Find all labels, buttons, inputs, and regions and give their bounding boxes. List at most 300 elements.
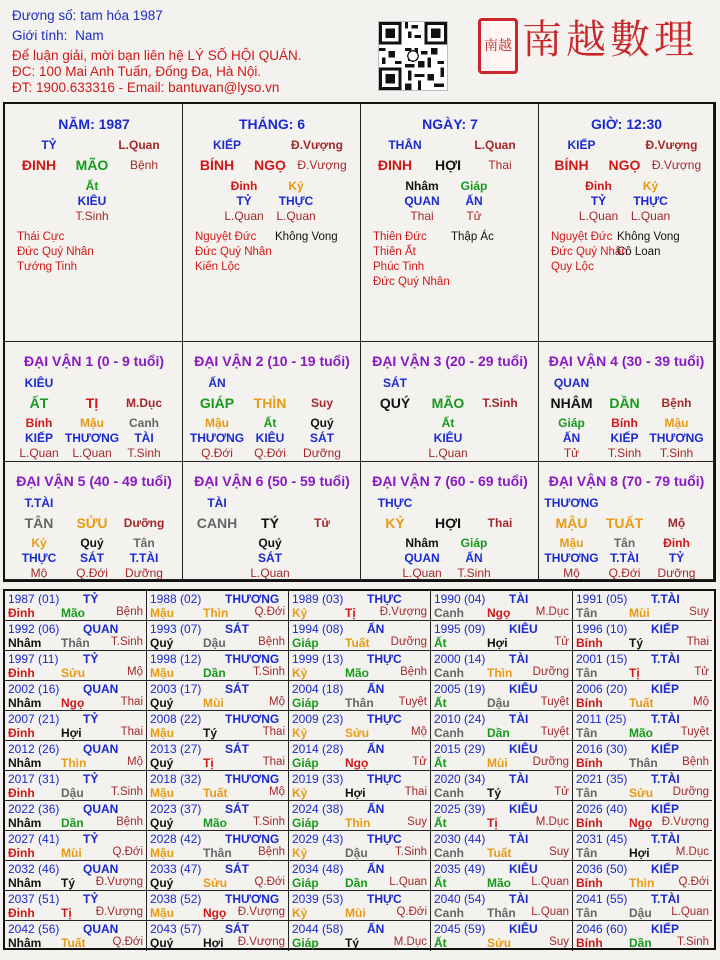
year-cell[interactable] bbox=[573, 741, 712, 771]
year-stem: Mậu bbox=[150, 906, 174, 920]
year-cell[interactable] bbox=[289, 861, 431, 891]
year-cell[interactable] bbox=[431, 681, 573, 711]
year-god: TỶ bbox=[83, 832, 99, 846]
year-cell[interactable] bbox=[147, 891, 289, 921]
hidden-stem: Nhâm bbox=[405, 536, 439, 550]
year-star: Đ.Vượng bbox=[237, 936, 285, 948]
year-cell[interactable] bbox=[431, 741, 573, 771]
year-cell[interactable] bbox=[5, 651, 147, 681]
year-label: 2019 (33) bbox=[292, 772, 344, 786]
year-branch: Dậu bbox=[61, 786, 84, 800]
year-cell[interactable] bbox=[573, 921, 712, 951]
year-god: QUAN bbox=[83, 622, 119, 636]
year-cell[interactable] bbox=[431, 651, 573, 681]
year-cell[interactable] bbox=[5, 711, 147, 741]
year-stem: Đinh bbox=[8, 786, 35, 800]
year-branch: Mùi bbox=[629, 606, 650, 620]
year-stem: Kỷ bbox=[292, 906, 308, 920]
hidden-god: THƯƠNG bbox=[649, 431, 704, 445]
year-branch: Thân bbox=[487, 906, 516, 920]
hidden-god: KIẾP bbox=[610, 431, 639, 445]
year-cell[interactable] bbox=[573, 801, 712, 831]
pillar-cell-2 bbox=[361, 104, 539, 342]
hidden-god: THỰC bbox=[278, 194, 314, 208]
dai-van-god: QUAN bbox=[553, 376, 590, 390]
dai-van-god: KIÊU bbox=[24, 376, 54, 390]
year-branch: Sửu bbox=[61, 666, 86, 680]
year-stem: Canh bbox=[434, 726, 464, 740]
year-star: Mộ bbox=[269, 786, 285, 798]
pillar-note: Thiên Ất bbox=[373, 246, 416, 258]
year-star: Suy bbox=[549, 846, 569, 858]
year-stem: Quý bbox=[150, 636, 174, 650]
year-cell[interactable] bbox=[431, 831, 573, 861]
hidden-stem: Tân bbox=[133, 536, 155, 550]
year-branch: Dậu bbox=[203, 636, 226, 650]
subject-line: Đương số: tam hóa 1987 bbox=[12, 8, 163, 23]
year-branch: Mão bbox=[61, 606, 85, 620]
year-stem: Tân bbox=[576, 606, 598, 620]
year-branch: Tý bbox=[345, 936, 360, 950]
hidden-god: SÁT bbox=[258, 551, 282, 565]
dai-van-stem: GIÁP bbox=[199, 395, 235, 411]
year-branch: Ngọ bbox=[345, 756, 369, 770]
year-cell[interactable] bbox=[147, 681, 289, 711]
pillar-note: Nguyệt Đức bbox=[195, 231, 257, 243]
year-label: 2020 (34) bbox=[434, 772, 486, 786]
year-stem: Đinh bbox=[8, 606, 35, 620]
year-cell[interactable] bbox=[147, 921, 289, 951]
year-cell[interactable] bbox=[573, 891, 712, 921]
year-label: 2010 (24) bbox=[434, 712, 486, 726]
year-stem: Canh bbox=[434, 906, 464, 920]
year-label: 1992 (06) bbox=[8, 622, 60, 636]
dai-van-cell-7[interactable] bbox=[361, 462, 539, 580]
year-label: 2018 (32) bbox=[150, 772, 202, 786]
year-stem: Giáp bbox=[292, 936, 319, 950]
pillar-note: Đức Quý Nhân bbox=[551, 246, 628, 258]
year-god: THƯƠNG bbox=[225, 832, 280, 846]
year-god: T.TÀI bbox=[651, 652, 680, 666]
year-cell[interactable] bbox=[289, 591, 431, 621]
year-star: Tử bbox=[554, 786, 569, 798]
year-stem: Đinh bbox=[8, 726, 35, 740]
dai-van-branch: TUẤT bbox=[605, 515, 644, 531]
year-star: Q.Đới bbox=[254, 606, 285, 618]
year-god: THỰC bbox=[367, 652, 402, 666]
year-cell[interactable] bbox=[431, 921, 573, 951]
year-stem: Bính bbox=[576, 936, 603, 950]
year-god: THƯƠNG bbox=[225, 592, 280, 606]
year-star: Dưỡng bbox=[532, 756, 569, 768]
year-god: THỰC bbox=[367, 592, 402, 606]
year-branch: Thân bbox=[203, 846, 232, 860]
year-cell[interactable] bbox=[5, 921, 147, 951]
year-stem: Ất bbox=[434, 876, 447, 890]
year-cell[interactable] bbox=[5, 861, 147, 891]
year-god: THỰC bbox=[367, 772, 402, 786]
year-god: SÁT bbox=[225, 802, 249, 816]
year-star: Tuyệt bbox=[540, 726, 569, 738]
pillar-stem: BÍNH bbox=[554, 157, 589, 173]
year-cell[interactable] bbox=[147, 741, 289, 771]
hidden-star: L.Quan bbox=[428, 446, 468, 460]
year-label: 1999 (13) bbox=[292, 652, 344, 666]
year-star: Q.Đới bbox=[678, 876, 709, 888]
year-god: KIẾP bbox=[651, 622, 680, 636]
year-cell[interactable] bbox=[5, 801, 147, 831]
year-god: THƯƠNG bbox=[225, 712, 280, 726]
dai-van-cell-8[interactable] bbox=[539, 462, 714, 580]
pillar-note: Kiến Lộc bbox=[195, 261, 240, 273]
hidden-stem: Giáp bbox=[460, 179, 488, 193]
year-label: 2028 (42) bbox=[150, 832, 202, 846]
year-cell[interactable] bbox=[147, 831, 289, 861]
year-stem: Kỷ bbox=[292, 846, 308, 860]
hidden-stem: Giáp bbox=[460, 536, 488, 550]
pillar-title: GIỜ: 12:30 bbox=[590, 116, 663, 132]
year-cell[interactable] bbox=[5, 681, 147, 711]
year-label: 1995 (09) bbox=[434, 622, 486, 636]
year-star: T.Sinh bbox=[253, 816, 285, 828]
year-branch: Dần bbox=[61, 816, 84, 830]
year-stem: Nhâm bbox=[8, 816, 42, 830]
year-label: 2031 (45) bbox=[576, 832, 628, 846]
year-branch: Thìn bbox=[345, 816, 371, 830]
year-cell[interactable] bbox=[289, 741, 431, 771]
year-branch: Thìn bbox=[629, 876, 655, 890]
pillar-branch-star: Đ.Vượng bbox=[651, 158, 702, 172]
year-stem: Giáp bbox=[292, 816, 319, 830]
year-label: 1990 (04) bbox=[434, 592, 486, 606]
year-cell[interactable] bbox=[573, 651, 712, 681]
year-god: KIẾP bbox=[651, 742, 680, 756]
hidden-stem: Đinh bbox=[585, 179, 612, 193]
year-label: 2007 (21) bbox=[8, 712, 60, 726]
dai-van-cell-2[interactable] bbox=[183, 342, 361, 462]
year-branch: Hợi bbox=[61, 726, 82, 740]
year-star: L.Quan bbox=[531, 876, 569, 888]
year-god: KIÊU bbox=[509, 922, 538, 936]
year-star: Đ.Vượng bbox=[237, 906, 285, 918]
year-stem: Nhâm bbox=[8, 696, 42, 710]
year-label: 2016 (30) bbox=[576, 742, 628, 756]
year-cell[interactable] bbox=[147, 771, 289, 801]
year-stem: Ất bbox=[434, 816, 447, 830]
hidden-god: ẤN bbox=[465, 194, 483, 208]
year-cell[interactable] bbox=[289, 621, 431, 651]
year-stem: Tân bbox=[576, 726, 598, 740]
hidden-stem: Ất bbox=[263, 416, 277, 430]
year-star: M.Dục bbox=[393, 936, 427, 948]
year-cell[interactable] bbox=[431, 891, 573, 921]
dai-van-cell-5[interactable] bbox=[5, 462, 183, 580]
pillar-god: TỶ bbox=[41, 138, 57, 152]
hidden-god: TÀI bbox=[134, 431, 154, 445]
year-branch: Hợi bbox=[487, 636, 508, 650]
year-cell[interactable] bbox=[431, 861, 573, 891]
year-branch: Tuất bbox=[487, 846, 512, 860]
year-cell[interactable] bbox=[289, 891, 431, 921]
hidden-star: T.Sinh bbox=[75, 209, 109, 223]
contact-line: Để luận giải, mời bạn liên hệ LÝ SỐ HỘI QUÁN. bbox=[12, 48, 302, 63]
year-god: TỶ bbox=[83, 772, 99, 786]
year-cell[interactable] bbox=[5, 771, 147, 801]
year-god: QUAN bbox=[83, 742, 119, 756]
dai-van-cell-3[interactable] bbox=[361, 342, 539, 462]
hidden-god: KIÊU bbox=[77, 194, 107, 208]
year-star: Dưỡng bbox=[672, 786, 709, 798]
dai-van-god: ẤN bbox=[208, 376, 226, 390]
year-cell[interactable] bbox=[573, 711, 712, 741]
year-cell[interactable] bbox=[289, 921, 431, 951]
year-cell[interactable] bbox=[289, 771, 431, 801]
year-cell[interactable] bbox=[431, 711, 573, 741]
hidden-stem: Ất bbox=[441, 416, 455, 430]
year-cell[interactable] bbox=[5, 831, 147, 861]
dai-van-stem: NHÂM bbox=[550, 395, 593, 411]
year-label: 2021 (35) bbox=[576, 772, 628, 786]
address-line: ĐC: 100 Mai Anh Tuấn, Đống Đa, Hà Nội. bbox=[12, 64, 262, 79]
dai-van-title: ĐẠI VẬN 6 (50 - 59 tuổi) bbox=[194, 473, 350, 489]
hidden-star: L.Quan bbox=[578, 209, 619, 223]
year-god: QUAN bbox=[83, 802, 119, 816]
year-stem: Kỷ bbox=[292, 606, 308, 620]
year-branch: Mùi bbox=[203, 696, 224, 710]
year-god: KIÊU bbox=[509, 622, 538, 636]
year-god: TÀI bbox=[509, 892, 529, 906]
year-label: 2045 (59) bbox=[434, 922, 486, 936]
pillar-branch-star: Bệnh bbox=[129, 158, 159, 172]
hidden-god: TỶ bbox=[590, 194, 607, 208]
year-cell[interactable] bbox=[431, 621, 573, 651]
pillar-branch: HỢI bbox=[435, 157, 461, 173]
hidden-stem: Kỷ bbox=[642, 179, 659, 193]
pillar-stem: ĐINH bbox=[377, 157, 413, 173]
hidden-stem: Mậu bbox=[664, 416, 689, 430]
year-cell[interactable] bbox=[431, 771, 573, 801]
year-cell[interactable] bbox=[573, 681, 712, 711]
year-star: L.Quan bbox=[671, 906, 709, 918]
hidden-star: T.Sinh bbox=[607, 446, 642, 460]
year-star: Mộ bbox=[127, 666, 143, 678]
year-cell[interactable] bbox=[573, 861, 712, 891]
hidden-star: Q.Đới bbox=[201, 446, 233, 460]
year-god: ẤN bbox=[367, 742, 385, 756]
year-stem: Bính bbox=[576, 816, 603, 830]
year-branch: Mùi bbox=[345, 906, 366, 920]
hidden-stem: Nhâm bbox=[405, 179, 439, 193]
year-star: T.Sinh bbox=[395, 846, 427, 858]
year-god: QUAN bbox=[83, 862, 119, 876]
phone-email-line[interactable]: ĐT: 1900.633316 - Email: bantuvan@lyso.vn bbox=[12, 80, 280, 95]
year-stem: Tân bbox=[576, 906, 598, 920]
year-branch: Hợi bbox=[345, 786, 366, 800]
year-star: Thai bbox=[404, 786, 427, 798]
year-cell[interactable] bbox=[5, 621, 147, 651]
year-cell[interactable] bbox=[573, 591, 712, 621]
dai-van-god: T.TÀI bbox=[24, 496, 54, 510]
year-label: 2035 (49) bbox=[434, 862, 486, 876]
year-god: KIÊU bbox=[509, 802, 538, 816]
dai-van-stem: TÂN bbox=[24, 515, 54, 531]
year-star: Bệnh bbox=[682, 756, 709, 768]
year-stem: Tân bbox=[576, 666, 598, 680]
year-star: Đ.Vượng bbox=[95, 906, 143, 918]
pillar-note: Đức Quý Nhân bbox=[195, 246, 272, 258]
hidden-god: T.TÀI bbox=[129, 551, 159, 565]
year-cell[interactable] bbox=[573, 771, 712, 801]
year-cell[interactable] bbox=[289, 651, 431, 681]
year-label: 2032 (46) bbox=[8, 862, 60, 876]
year-branch: Mão bbox=[203, 816, 227, 830]
pillar-god: KIẾP bbox=[567, 138, 596, 152]
year-stem: Bính bbox=[576, 696, 603, 710]
year-branch: Tý bbox=[61, 876, 76, 890]
year-branch: Tuất bbox=[629, 696, 654, 710]
dai-van-cell-1[interactable] bbox=[5, 342, 183, 462]
year-stem: Mậu bbox=[150, 846, 174, 860]
dai-van-cell-6[interactable] bbox=[183, 462, 361, 580]
year-stem: Ất bbox=[434, 936, 447, 950]
hidden-star: Tử bbox=[466, 209, 482, 223]
year-star: Thai bbox=[262, 756, 285, 768]
year-branch: Tuất bbox=[61, 936, 86, 950]
hidden-star: L.Quan bbox=[630, 209, 671, 223]
year-cell[interactable] bbox=[147, 711, 289, 741]
year-cell[interactable] bbox=[5, 591, 147, 621]
year-stem: Mậu bbox=[150, 666, 174, 680]
year-star: Mộ bbox=[411, 726, 427, 738]
year-god: TÀI bbox=[509, 772, 529, 786]
year-label: 2038 (52) bbox=[150, 892, 202, 906]
hidden-god: QUAN bbox=[404, 194, 440, 208]
year-star: Q.Đới bbox=[396, 906, 427, 918]
year-star: L.Quan bbox=[389, 876, 427, 888]
year-cell[interactable] bbox=[147, 621, 289, 651]
dai-van-branch: MÃO bbox=[431, 395, 465, 411]
year-god: TỶ bbox=[83, 712, 99, 726]
year-cell[interactable] bbox=[289, 831, 431, 861]
year-cell[interactable] bbox=[147, 801, 289, 831]
brand-seal: 南越 bbox=[478, 18, 518, 74]
year-cell[interactable] bbox=[147, 651, 289, 681]
year-stem: Mậu bbox=[150, 726, 174, 740]
year-cell[interactable] bbox=[147, 591, 289, 621]
year-label: 1993 (07) bbox=[150, 622, 202, 636]
year-god: ẤN bbox=[367, 922, 385, 936]
year-cell[interactable] bbox=[573, 831, 712, 861]
year-stem: Nhâm bbox=[8, 936, 42, 950]
hidden-god: KIÊU bbox=[433, 431, 463, 445]
hidden-star: Q.Đới bbox=[608, 566, 641, 580]
year-cell[interactable] bbox=[289, 681, 431, 711]
hidden-star: L.Quan bbox=[250, 566, 290, 580]
year-branch: Dậu bbox=[487, 696, 510, 710]
dai-van-stem: CANH bbox=[196, 515, 238, 531]
year-god: THƯƠNG bbox=[225, 772, 280, 786]
year-label: 2015 (29) bbox=[434, 742, 486, 756]
year-stem: Quý bbox=[150, 756, 174, 770]
hidden-star: T.Sinh bbox=[127, 446, 161, 460]
year-god: KIÊU bbox=[509, 862, 538, 876]
year-cell[interactable] bbox=[573, 621, 712, 651]
hidden-god: THƯƠNG bbox=[189, 431, 245, 445]
year-god: KIÊU bbox=[509, 682, 538, 696]
year-branch: Dần bbox=[345, 876, 368, 890]
year-label: 2017 (31) bbox=[8, 772, 60, 786]
dai-van-god: SÁT bbox=[383, 376, 407, 390]
year-label: 2029 (43) bbox=[292, 832, 344, 846]
dai-van-title: ĐẠI VẬN 7 (60 - 69 tuổi) bbox=[372, 473, 528, 489]
dai-van-branch: TÝ bbox=[261, 515, 279, 531]
year-label: 1987 (01) bbox=[8, 592, 60, 606]
year-star: Q.Đới bbox=[254, 876, 285, 888]
dai-van-title: ĐẠI VẬN 3 (20 - 29 tuổi) bbox=[372, 353, 528, 369]
year-cell[interactable] bbox=[289, 801, 431, 831]
dai-van-stem: MẬU bbox=[555, 515, 588, 531]
year-label: 2033 (47) bbox=[150, 862, 202, 876]
year-star: Mộ bbox=[269, 696, 285, 708]
year-star: Đ.Vượng bbox=[661, 816, 709, 828]
year-label: 2008 (22) bbox=[150, 712, 202, 726]
year-cell[interactable] bbox=[431, 591, 573, 621]
year-star: Tử bbox=[694, 666, 709, 678]
pillar-god-secondary: Đ.Vượng bbox=[645, 138, 698, 152]
year-star: Bệnh bbox=[258, 846, 285, 858]
year-star: Bệnh bbox=[116, 606, 143, 618]
year-cell[interactable] bbox=[289, 711, 431, 741]
pillar-cell-3 bbox=[539, 104, 714, 342]
year-cell[interactable] bbox=[431, 801, 573, 831]
year-branch: Thìn bbox=[61, 756, 87, 770]
year-branch: Tý bbox=[629, 636, 644, 650]
dai-van-stem: KỶ bbox=[385, 515, 405, 531]
chart-grid bbox=[3, 102, 716, 582]
pillar-branch-star: Đ.Vượng bbox=[297, 158, 347, 172]
pillar-note-right: Không Vong bbox=[275, 231, 338, 243]
qr-code[interactable] bbox=[378, 21, 448, 91]
year-star: Đ.Vượng bbox=[95, 876, 143, 888]
year-branch: Dậu bbox=[345, 846, 368, 860]
year-label: 2024 (38) bbox=[292, 802, 344, 816]
year-god: TÀI bbox=[509, 592, 529, 606]
year-stem: Giáp bbox=[292, 876, 319, 890]
dai-van-branch-star: Dưỡng bbox=[123, 516, 165, 530]
dai-van-title: ĐẠI VẬN 4 (30 - 39 tuổi) bbox=[548, 353, 705, 369]
year-cell[interactable] bbox=[5, 891, 147, 921]
year-stem: Quý bbox=[150, 876, 174, 890]
year-label: 2034 (48) bbox=[292, 862, 344, 876]
pillar-note: Phúc Tinh bbox=[373, 261, 425, 273]
year-branch: Thìn bbox=[487, 666, 513, 680]
year-cell[interactable] bbox=[147, 861, 289, 891]
year-god: TÀI bbox=[509, 832, 529, 846]
year-branch: Dần bbox=[203, 666, 226, 680]
year-star: Thai bbox=[262, 726, 285, 738]
year-star: T.Sinh bbox=[677, 936, 709, 948]
year-stem: Canh bbox=[434, 606, 464, 620]
pillar-branch: MÃO bbox=[75, 157, 109, 173]
year-label: 2002 (16) bbox=[8, 682, 60, 696]
year-cell[interactable] bbox=[5, 741, 147, 771]
hidden-god: KIÊU bbox=[255, 431, 285, 445]
dai-van-cell-4[interactable] bbox=[539, 342, 714, 462]
year-star: Dưỡng bbox=[532, 666, 569, 678]
year-god: SÁT bbox=[225, 682, 249, 696]
year-god: KIÊU bbox=[509, 742, 538, 756]
pillar-note: Nguyệt Đức bbox=[551, 231, 613, 243]
